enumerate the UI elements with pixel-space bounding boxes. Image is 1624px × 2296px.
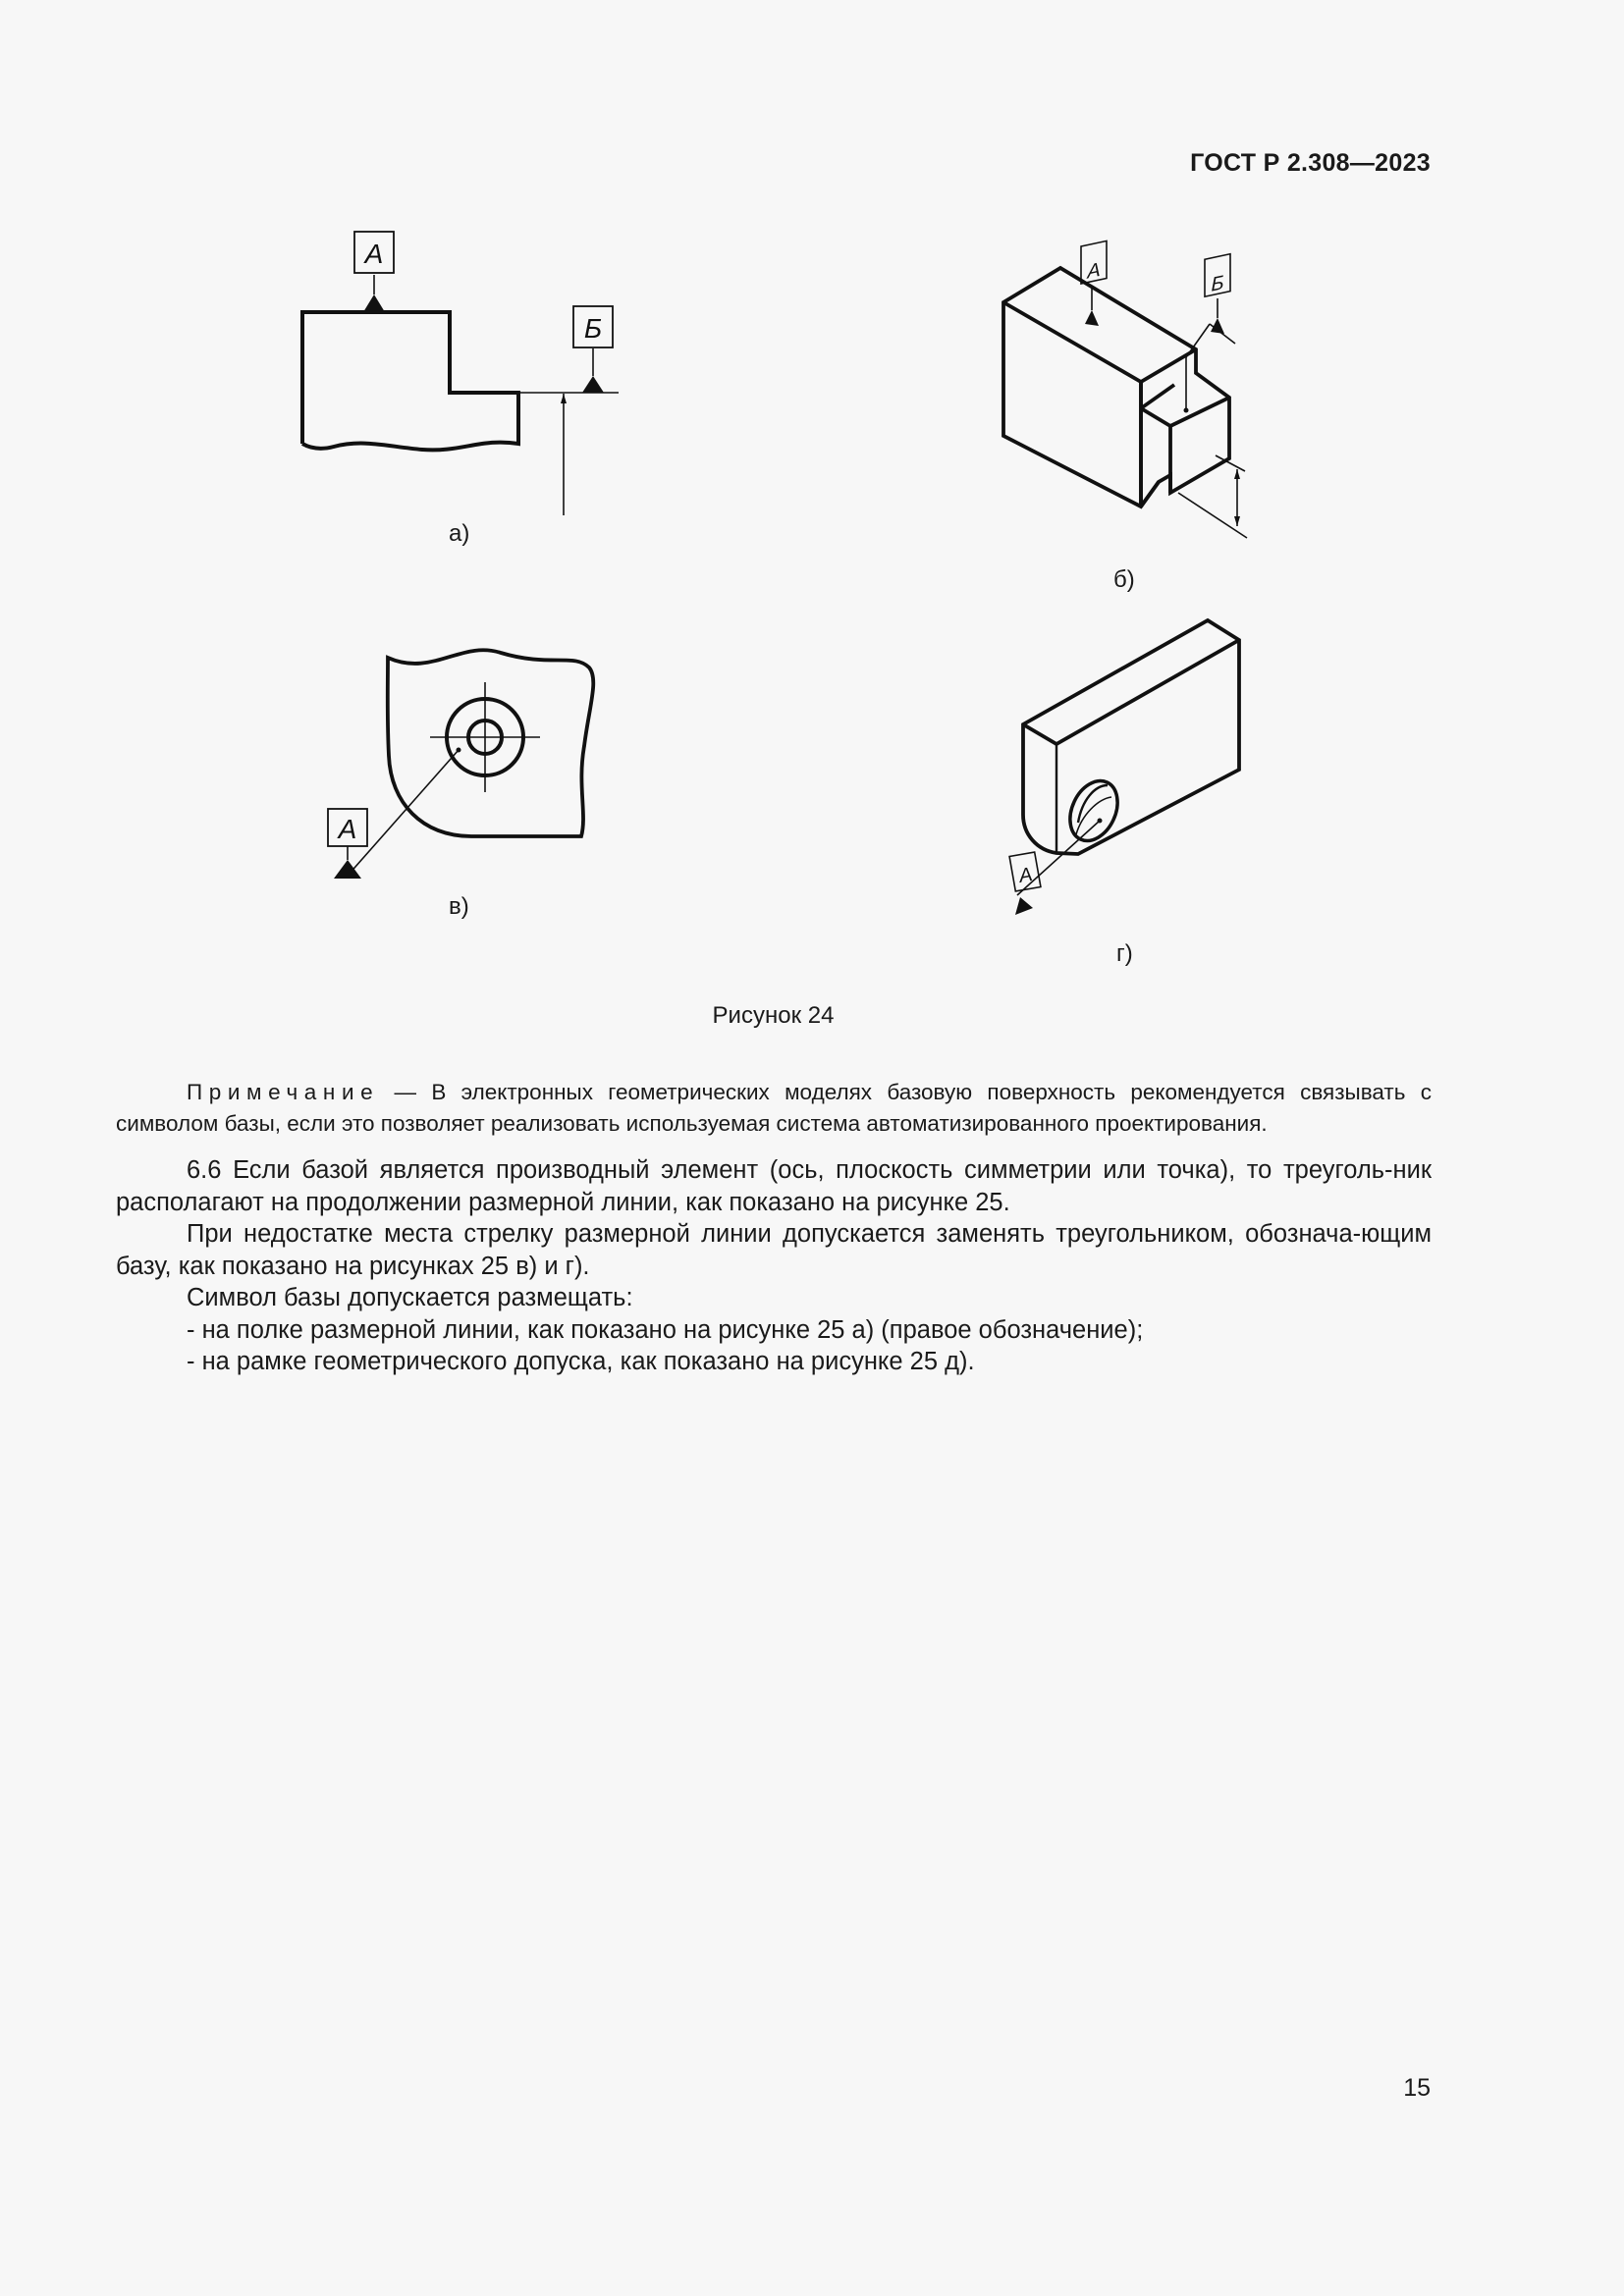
paragraph-6-6: 6.6 Если базой является производный элемент (ось, плоскость симметрии или точка), то треуголь-ник располагают на продолжении размерной линии, как показано на рисунке 25. [116, 1156, 1432, 1216]
figure-d-drawing [1023, 620, 1239, 854]
paragraph-symbol-placement: Символ базы допускается размещать: [187, 1284, 633, 1311]
list-item-tolerance-frame: - на рамке геометрического допуска, как показано на рисунке 25 д). [187, 1348, 975, 1375]
subcaption-b: б) [1113, 566, 1135, 593]
note-label: Примечание [187, 1080, 380, 1104]
note-text: — В электронных геометрических моделях базовую поверхность рекомендуется связывать с символом базы, если это позволяет реализовать используемая система автоматизированного проектирования. [116, 1080, 1432, 1136]
document-header: ГОСТ Р 2.308—2023 [1190, 149, 1431, 177]
figure-24 [0, 0, 1624, 982]
list-item-dimension-shelf: - на полке размерной линии, как показано на рисунке 25 а) (правое обозначение); [187, 1315, 1144, 1344]
datum-label-a-fig-c: А [338, 814, 357, 844]
datum-label-a-fig-d: А [1017, 863, 1035, 887]
figure-c-drawing [328, 650, 593, 879]
subcaption-a: а) [449, 520, 470, 547]
figure-caption: Рисунок 24 [712, 1002, 835, 1029]
subcaption-c: в) [449, 893, 469, 920]
figure-b-drawing [1003, 268, 1229, 507]
subcaption-d: г) [1116, 940, 1133, 967]
datum-label-b-fig-b: Б [1211, 272, 1224, 296]
paragraph-arrow-replacement: При недостатке места стрелку размерной линии допускается заменять треугольником, обознача-ющим базу, как показано на рисунках 25 в) и г). [116, 1220, 1432, 1280]
page-number: 15 [1403, 2074, 1431, 2102]
datum-label-a-fig-b: А [1087, 258, 1101, 284]
datum-label-a-fig-a: А [364, 239, 384, 269]
datum-label-b-fig-a: Б [583, 313, 603, 344]
figure-a-drawing [302, 232, 619, 515]
body-text [116, 1154, 1432, 1378]
note [116, 1077, 1432, 1140]
